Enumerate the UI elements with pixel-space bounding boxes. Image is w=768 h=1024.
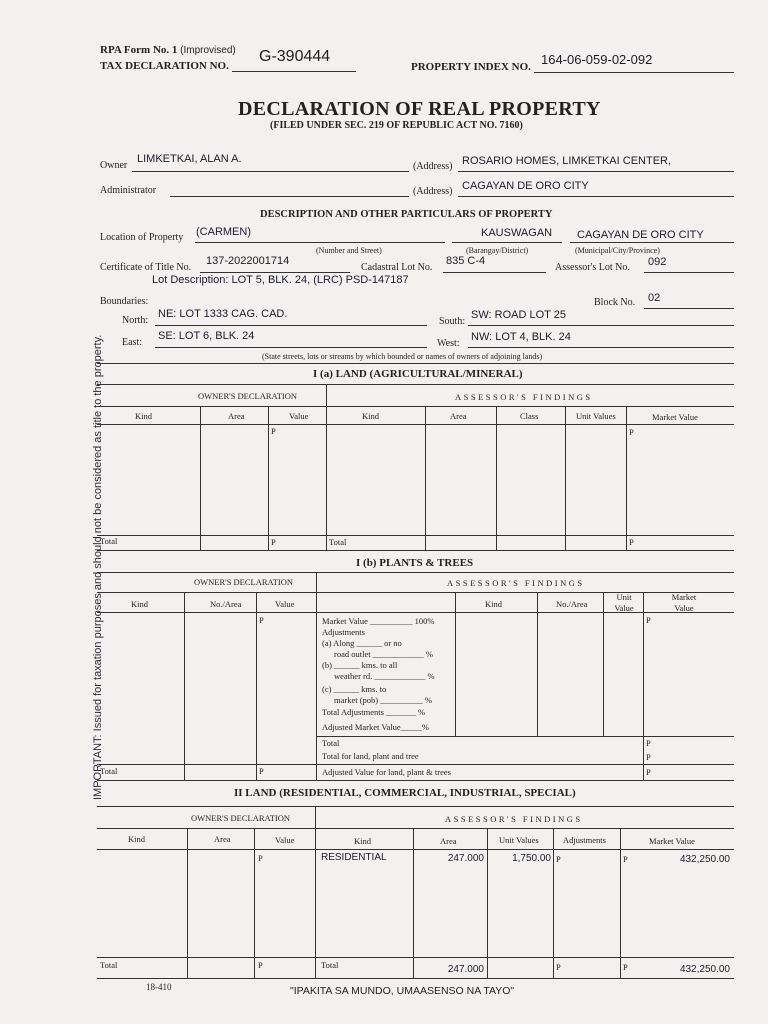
cadastral-label: Cadastral Lot No. (361, 262, 433, 273)
south-label: South: (439, 316, 466, 327)
pin-value: 164-06-059-02-092 (541, 52, 653, 67)
cadastral-value: 835 C-4 (446, 255, 486, 267)
ia-assessors-findings: ASSESSOR'S FINDINGS (455, 392, 593, 402)
ia-col-kind: Kind (135, 411, 152, 421)
tax-decl-value: G-390444 (259, 48, 331, 65)
ii-col-unit-a: Unit Values (499, 835, 539, 845)
ii-col-area: Area (214, 834, 231, 844)
ib-col-market-a: Market Value (671, 592, 697, 613)
ib-adjusted-peso: P (646, 767, 651, 777)
block-label: Block No. (594, 297, 636, 308)
ii-total-left-peso: P (258, 960, 263, 970)
ib-adj-0: Market Value __________ 100% (322, 616, 435, 626)
ii-row-market-value: 432,250.00 (679, 854, 730, 865)
ia-col-class-a: Class (520, 411, 539, 421)
ib-adj-3: road outlet ____________ % (334, 649, 433, 659)
ii-total-market-value: 432,250.00 (679, 964, 730, 975)
tax-decl-label: TAX DECLARATION NO. (100, 60, 229, 72)
ii-total-left: Total (100, 960, 118, 970)
ib-assessors-findings: ASSESSOR'S FINDINGS (447, 578, 585, 588)
lot-description: Lot Description: LOT 5, BLK. 24, (LRC) PSD-147187 (152, 274, 409, 286)
ii-row-kind: RESIDENTIAL (321, 852, 387, 863)
ib-adj-5: weather rd. ____________ % (334, 671, 435, 681)
ib-adj-9: Adjusted Market Value_____% (322, 722, 430, 732)
ib-adj-1: Adjustments (322, 627, 365, 637)
title-no-value: 137-2022001714 (206, 255, 290, 267)
ii-row-market-peso: P (623, 854, 628, 864)
ia-total-peso-left: P (271, 537, 276, 547)
ii-col-market-a: Market Value (649, 836, 695, 846)
section-ib-heading: I (b) PLANTS & TREES (356, 557, 474, 569)
ib-col-kind-a: Kind (485, 599, 502, 609)
location-label: Location of Property (100, 232, 184, 243)
form-number (100, 44, 236, 56)
owner-address: ROSARIO HOMES, LIMKETKAI CENTER, (462, 155, 672, 167)
ib-adj-2: (a) Along ______ or no (322, 638, 402, 648)
ia-peso-right: P (629, 427, 634, 437)
ii-col-value: Value (275, 835, 295, 845)
ib-peso-right: P (646, 615, 651, 625)
ia-col-area: Area (228, 411, 245, 421)
assessor-lot-label: Assessor's Lot No. (555, 262, 630, 273)
ii-col-adj-a: Adjustments (563, 835, 606, 845)
ib-total-left: Total (100, 766, 118, 776)
footer-slogan: "IPAKITA SA MUNDO, UMAASENSO NA TAYO" (290, 985, 515, 997)
ia-col-market-a: Market Value (652, 412, 698, 422)
south-value: SW: ROAD LOT 25 (471, 309, 566, 321)
location-barangay: KAUSWAGAN (481, 227, 553, 239)
ii-row-area: 247.000 (447, 853, 484, 864)
ib-peso-left: P (259, 615, 264, 625)
ii-row-unit-value: 1,750.00 (512, 853, 551, 864)
ib-total-peso: P (646, 738, 651, 748)
ib-adjusted-value: Adjusted Value for land, plant & trees (322, 767, 451, 777)
ib-col-unit-a: Unit Value (614, 592, 634, 613)
admin-address-label: (Address) (413, 186, 453, 197)
form-no-label: RPA Form No. 1 (100, 44, 178, 56)
ia-owners-declaration: OWNER'S DECLARATION (198, 391, 298, 401)
ib-col-kind: Kind (131, 599, 148, 609)
east-value: SE: LOT 6, BLK. 24 (158, 330, 255, 342)
ib-adj-8: Total Adjustments _______ % (322, 707, 426, 717)
ia-total-left: Total (100, 536, 118, 546)
boundaries-label: Boundaries: (100, 296, 149, 307)
admin-address: CAGAYAN DE ORO CITY (462, 180, 589, 192)
owner-label: Owner (100, 160, 128, 171)
ib-col-area-a: No./Area (556, 599, 588, 609)
ib-adj-4: (b) ______ kms. to all (322, 660, 398, 670)
west-label: West: (437, 338, 460, 349)
north-value: NE: LOT 1333 CAG. CAD. (158, 308, 288, 320)
page-subtitle: (FILED UNDER SEC. 219 OF REPUBLIC ACT NO. 7160) (270, 120, 523, 131)
ib-total-left-peso: P (259, 766, 264, 776)
ii-col-kind-a: Kind (354, 836, 371, 846)
owner-address-label: (Address) (413, 161, 453, 172)
page-title: DECLARATION OF REAL PROPERTY (238, 98, 601, 120)
east-label: East: (122, 337, 142, 348)
assessor-lot-value: 092 (648, 256, 667, 268)
location-city: CAGAYAN DE ORO CITY (577, 229, 704, 241)
ii-total-area: 247.000 (447, 964, 484, 975)
boundaries-note: (State streets, lots or streams by which bounded or names of owners of adjoining lands) (262, 352, 543, 361)
title-no-label: Certificate of Title No. (100, 262, 192, 273)
section-ia-heading: I (a) LAND (AGRICULTURAL/MINERAL) (313, 368, 523, 380)
ii-assessors-findings: ASSESSOR'S FINDINGS (445, 814, 583, 824)
side-note: IMPORTANT: Issued for taxation purposes and should not be considered as title to the property. (92, 334, 104, 800)
ib-col-value: Value (275, 599, 295, 609)
block-value: 02 (648, 292, 661, 304)
administrator-label: Administrator (100, 185, 157, 196)
city-caption: (Municipal/City/Province) (575, 246, 660, 255)
ib-owners-declaration: OWNER'S DECLARATION (194, 577, 294, 587)
ib-total: Total (322, 738, 340, 748)
ia-peso-left: P (271, 426, 276, 436)
location-street: (CARMEN) (196, 226, 251, 238)
ia-total-peso-right: P (629, 537, 634, 547)
north-label: North: (122, 315, 149, 326)
ib-col-area: No./Area (210, 599, 242, 609)
ii-col-area-a: Area (440, 836, 457, 846)
form-code: 18-410 (146, 982, 172, 992)
ii-col-kind: Kind (128, 834, 145, 844)
form-no-note: (Improvised) (180, 45, 236, 56)
ii-peso-left: P (258, 853, 263, 863)
ib-total-land-peso: P (646, 752, 651, 762)
ii-owners-declaration: OWNER'S DECLARATION (191, 813, 291, 823)
ib-total-land: Total for land, plant and tree (322, 751, 419, 761)
ia-col-area-a: Area (450, 411, 467, 421)
ia-col-unit-a: Unit Values (576, 411, 616, 421)
barangay-caption: (Barangay/District) (466, 246, 529, 255)
owner-value: LIMKETKAI, ALAN A. (137, 153, 242, 165)
ii-total-market-peso: P (623, 962, 628, 972)
ia-total-right: Total (329, 537, 347, 547)
ii-row-adj-peso: P (556, 854, 561, 864)
west-value: NW: LOT 4, BLK. 24 (471, 331, 571, 343)
ib-adj-6: (c) ______ kms. to (322, 684, 387, 694)
description-heading: DESCRIPTION AND OTHER PARTICULARS OF PROPERTY (260, 209, 553, 220)
pin-label: PROPERTY INDEX NO. (411, 61, 531, 73)
section-ii-heading: II LAND (RESIDENTIAL, COMMERCIAL, INDUSTRIAL, SPECIAL) (234, 787, 576, 799)
street-caption: (Number and Street) (316, 246, 382, 255)
ia-col-value: Value (289, 411, 309, 421)
ia-col-kind-a: Kind (362, 411, 379, 421)
ii-total-right: Total (321, 960, 339, 970)
ii-total-adj-peso: P (556, 962, 561, 972)
ib-adj-7: market (pob) __________ % (334, 695, 432, 705)
